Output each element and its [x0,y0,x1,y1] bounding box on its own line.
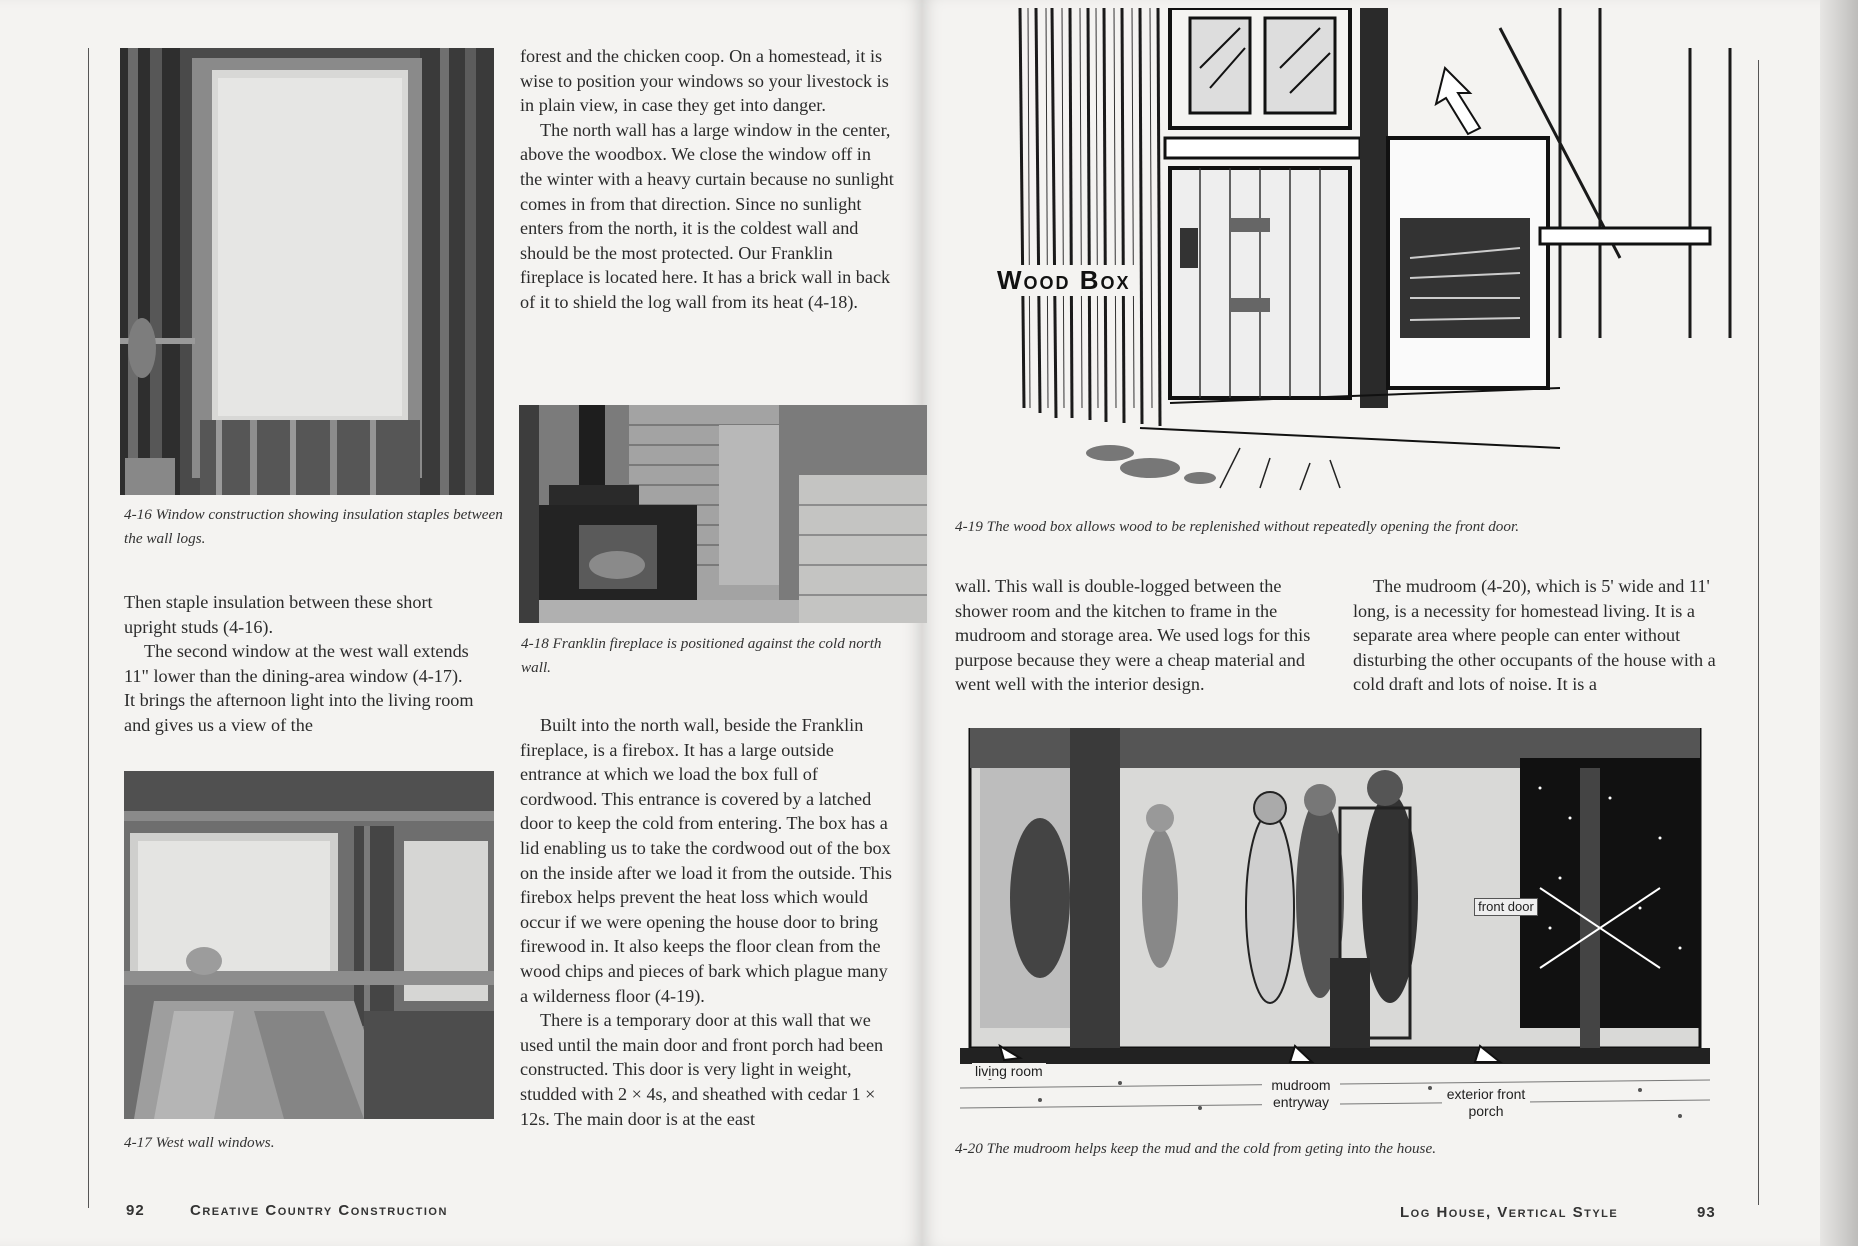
right-margin-rule [1758,60,1759,1205]
right-column-1-text [955,574,1330,697]
folio-page-number-left: 92 [126,1202,145,1219]
folio-running-head-right: Log House, Vertical Style [1400,1204,1619,1221]
label-exterior-front-porch: exterior front porch [1442,1086,1530,1120]
paragraph: The second window at the west wall extends 11" lower than the dining-area window (4-17). It brings the afternoon light into the living room and gives us a view of the [124,641,474,735]
illustration-wood-box [1000,8,1742,498]
label-living-room: living room [972,1063,1046,1079]
middle-column-text-bottom [520,713,896,1131]
paragraph: Then staple insulation between these short upright studs (4-16). [124,592,433,637]
photo-west-wall-windows [124,771,494,1119]
paragraph: Built into the north wall, beside the Franklin fireplace, is a firebox. It has a large outside entrance at which we load the box full of cordwood. This entrance is covered by a latched door to keep the cold from entering. The box has a lid enabling us to take the cordwood out of the box on the inside after we load it from the outside. This firebox helps prevent the heat loss which would occur if we were opening the house door to bring firewood in. It also keeps the floor clean from the wood chips and pieces of bark which plague many a wilderness floor (4-19). [520,715,892,1006]
photo-franklin-fireplace [519,405,927,623]
label-front-door: front door [1474,898,1538,916]
caption-4-19: 4-19 The wood box allows wood to be replenished without repeatedly opening the front door. [955,518,1519,535]
left-column-text [124,590,476,738]
label-wood-box: Wood Box [993,265,1135,296]
folio-running-head-left: Creative Country Construction [190,1202,448,1219]
middle-column-text-top [520,44,896,315]
caption-4-18: 4-18 Franklin fireplace is positioned against the cold north wall. [521,635,882,676]
caption-4-16: 4-16 Window construction showing insulation staples between the wall logs. [124,506,503,547]
caption-4-17: 4-17 West wall windows. [124,1134,275,1151]
caption-4-20: 4-20 The mudroom helps keep the mud and the cold from geting into the house. [955,1140,1437,1157]
right-column-2-text [1353,574,1729,697]
label-mudroom-entryway: mudroom entryway [1262,1077,1340,1111]
paragraph: There is a temporary door at this wall that we used until the main door and front porch had been constructed. This door is very light in weight, studded with 2 × 4s, and sheathed with cedar 1 × 12s. The main door is at the east [520,1010,884,1129]
paragraph: The mudroom (4-20), which is 5' wide and 11' long, is a necessity for homestead living. It is a separate area where people can enter without disturbing the other occupants of the house with a cold draft and lots of noise. It is a [1353,576,1716,695]
illustration-mudroom [960,728,1710,1136]
folio-page-number-right: 93 [1697,1204,1716,1221]
paragraph: wall. This wall is double-logged between the shower room and the kitchen to frame in the mudroom and storage area. We used logs for this purpose because they were a cheap material and went well with the interior design. [955,576,1311,695]
page-edge [1820,0,1858,1246]
paragraph: forest and the chicken coop. On a homestead, it is wise to position your windows so your livestock is in plain view, in case they get into danger. [520,46,889,116]
left-margin-rule [88,48,89,1208]
paragraph: The north wall has a large window in the center, above the woodbox. We close the window off in the winter with a heavy curtain because no sunlight comes in from that direction. Since no sunlight enters from the north, it is the coldest wall and should be the most protected. Our Franklin fireplace is located here. It has a brick wall in back of it to shield the log wall from its heat (4-18). [520,119,894,312]
photo-window-construction [120,48,494,495]
